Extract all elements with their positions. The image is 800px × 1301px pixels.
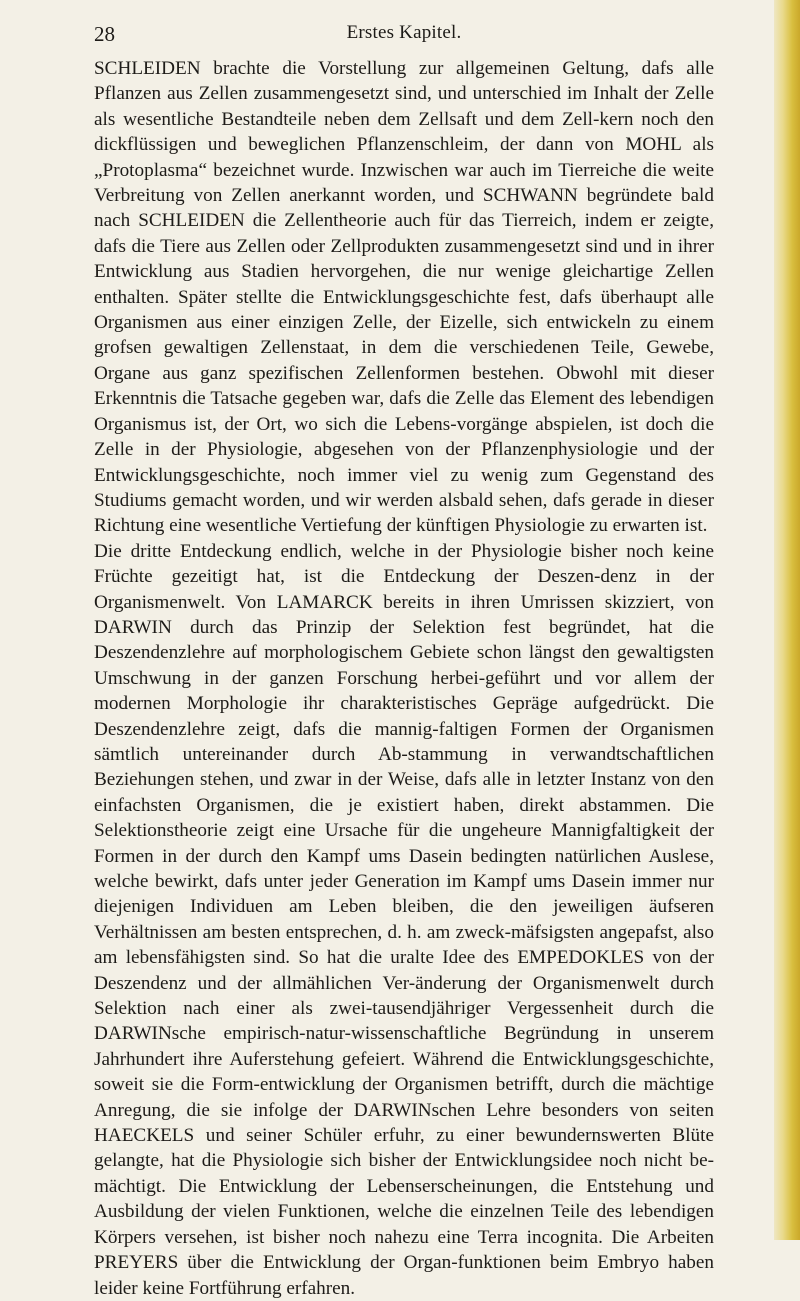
book-page (94, 22, 714, 1301)
page-header (94, 22, 714, 56)
running-head: Erstes Kapitel. (346, 22, 462, 43)
body-text (94, 56, 714, 1301)
paragraph-schleiden: SCHLEIDEN brachte die Vorstellung zur allgemeinen Geltung, dafs alle Pflanzen aus Zellen zusammengesetzt sind, und unterschied im Inhalt der Zelle als wesentliche Bestandteile neben dem Zellsaft und dem Zell-kern noch den dickflüssigen und beweglichen Pflanzenschleim, der dann von MOHL als „Protoplasma“ bezeichnet wurde. Inzwischen war auch im Tierreiche die weite Verbreitung von Zellen anerkannt worden, und SCHWANN begründete bald nach SCHLEIDEN die Zellentheorie auch für das Tierreich, indem er zeigte, dafs die Tiere aus Zellen oder Zellprodukten zusammengesetzt sind und in ihrer Entwicklung aus Stadien hervorgehen, die nur wenige gleichartige Zellen enthalten. Später stellte die Entwicklungsgeschichte fest, dafs überhaupt alle Organismen aus einer einzigen Zelle, der Eizelle, sich entwickeln zu einem grofsen gewaltigen Zellenstaat, in dem die verschiedenen Teile, Gewebe, Organe aus ganz spezifischen Zellenformen bestehen. Obwohl mit dieser Erkenntnis die Tatsache gegeben war, dafs die Zelle das Element des lebendigen Organismus ist, der Ort, wo sich die Lebens-vorgänge abspielen, ist doch die Zelle in der Physiologie, abgesehen von der Pflanzenphysiologie und der Entwicklungsgeschichte, noch immer viel zu wenig zum Gegenstand des Studiums gemacht worden, und wir werden alsbald sehen, dafs gerade in dieser Richtung eine wesentliche Vertiefung der künftigen Physiologie zu erwarten ist. (94, 58, 714, 537)
page-edge-stain (774, 0, 800, 1240)
paragraph-deszendenz: Die dritte Entdeckung endlich, welche in der Physiologie bisher noch keine Früchte gezeitigt hat, ist die Entdeckung der Deszen-denz in der Organismenwelt. Von LAMARCK bereits in ihren Umrissen skizziert, von DARWIN durch das Prinzip der Selektion fest begründet, hat die Deszendenzlehre auf morphologischem Gebiete schon längst den gewaltigsten Umschwung in der ganzen Forschung herbei-geführt und vor allem der modernen Morphologie ihr charakteristisches Gepräge aufgedrückt. Die Deszendenzlehre zeigt, dafs die mannig-faltigen Formen der Organismen sämtlich untereinander durch Ab-stammung in verwandtschaftlichen Beziehungen stehen, und zwar in der Weise, dafs alle in letzter Instanz von den einfachsten Organismen, die je existiert haben, direkt abstammen. Die Selektionstheorie zeigt eine Ursache für die ungeheure Mannigfaltigkeit der Formen in der durch den Kampf ums Dasein bedingten natürlichen Auslese, welche bewirkt, dafs unter jeder Generation im Kampf ums Dasein immer nur diejenigen Individuen am Leben bleiben, die den jeweiligen äufseren Verhältnissen am besten entsprechen, d. h. am zweck-mäfsigsten angepafst, also am lebensfähigsten sind. So hat die uralte Idee des EMPEDOKLES von der Deszendenz und der allmählichen Ver-änderung der Organismenwelt durch Selektion nach einer als zwei-tausendjähriger Vergessenheit durch die DARWINsche empirisch-natur-wissenschaftliche Begründung in unserem Jahrhundert ihre Auferstehung gefeiert. Während die Entwicklungsgeschichte, soweit sie die Form-entwicklung der Organismen betrifft, durch die mächtige Anregung, die sie infolge der DARWINschen Lehre besonders von seiten HAECKELS und seiner Schüler erfuhr, zu einer bewundernswerten Blüte gelangte, hat die Physiologie sich bisher der Entwicklungsidee noch nicht be-mächtigt. Die Entwicklung der Lebenserscheinungen, die Entstehung und Ausbildung der vielen Funktionen, welche die einzelnen Teile des lebendigen Körpers versehen, ist bisher noch nahezu eine Terra incognita. Die Arbeiten PREYERS über die Entwicklung der Organ-funktionen beim Embryo haben leider keine Fortführung erfahren. (94, 540, 714, 1299)
page-number: 28 (94, 22, 115, 46)
